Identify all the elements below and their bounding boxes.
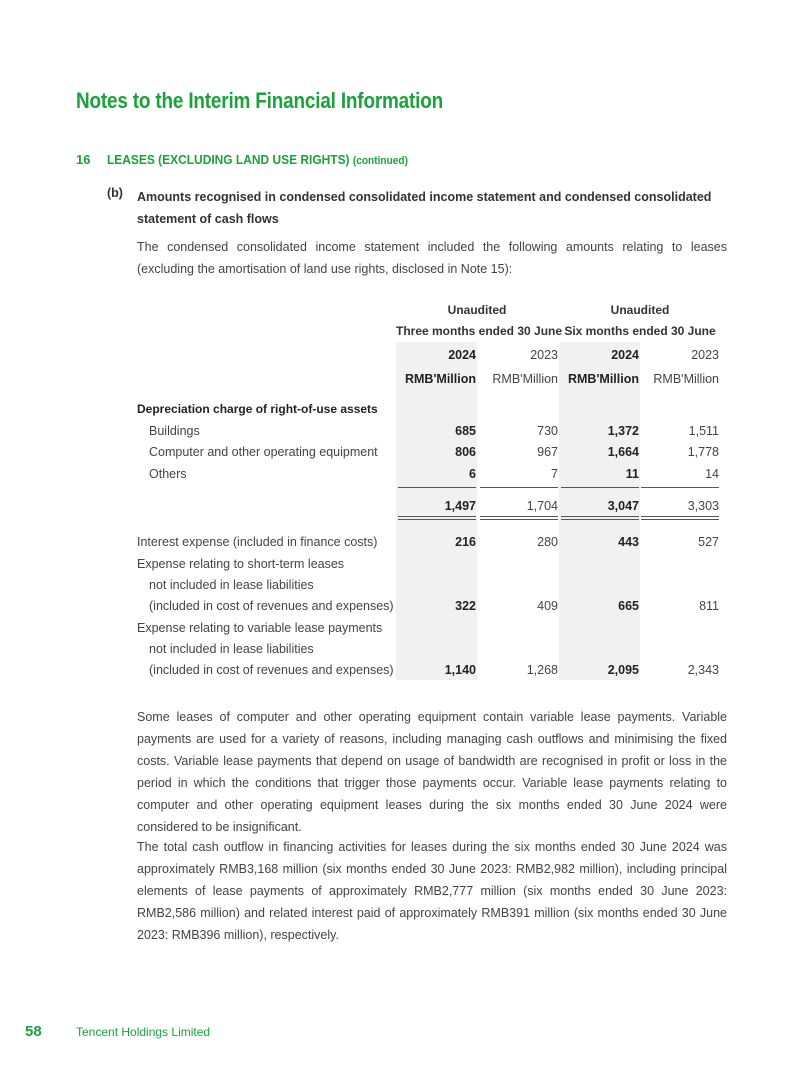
unit-6m-2023: RMB'Million — [653, 372, 719, 386]
unit-3m-2023: RMB'Million — [492, 372, 558, 386]
row-label-buildings: Buildings — [149, 424, 200, 438]
total-3m-2024: 1,497 — [444, 499, 476, 513]
rule-6m-2023 — [641, 487, 719, 488]
unit-6m-2024: RMB'Million — [567, 372, 639, 386]
section-continued: (continued) — [352, 155, 408, 167]
company-name: Tencent Holdings Limited — [76, 1025, 211, 1039]
subsection-title: Amounts recognised in condensed consolidated income statement and condensed consolidated statement of cash flows — [137, 190, 712, 226]
total-6m-2024: 3,047 — [607, 499, 639, 513]
row-label-variable-3: (included in cost of revenues and expenses) — [149, 663, 394, 677]
cell-buildings-3m-2023: 730 — [537, 424, 558, 438]
year-6m-2024: 2024 — [611, 348, 639, 362]
double-rule-3m-2024 — [398, 516, 476, 520]
cell-short-term-6m-2023: 811 — [699, 599, 719, 613]
year-6m-2023: 2023 — [691, 348, 719, 362]
variable-payments-paragraph: Some leases of computer and other operating equipment contain variable lease payments. Variable payments are used for a variety of reasons, including managing cash outflows and minimising the fixed costs. Variable lease payments that depend on usage of bandwidth are recognised in profit or loss in the period in which the conditions that trigger those payments occur. Variable lease payments relating to computer and other operating equipment leases during the six months ended 30 June 2024 were considered to be insignificant. — [137, 710, 727, 834]
cell-variable-3m-2023: 1,268 — [526, 663, 558, 677]
cell-short-term-6m-2024: 665 — [618, 599, 639, 613]
cell-others-6m-2024: 11 — [625, 467, 639, 481]
row-label-short-term-2: not included in lease liabilities — [149, 578, 314, 592]
row-label-variable-1: Expense relating to variable lease payments — [137, 621, 383, 635]
header-three-months-status: Unaudited — [447, 303, 507, 317]
rule-3m-2023 — [480, 487, 558, 488]
row-label-short-term-1: Expense relating to short-term leases — [137, 557, 345, 571]
year-3m-2024: 2024 — [448, 348, 476, 362]
section-title — [107, 152, 408, 167]
row-label-short-term-3: (included in cost of revenues and expenses) — [149, 599, 394, 613]
cell-interest-3m-2023: 280 — [537, 535, 558, 549]
header-six-months-period: Six months ended 30 June — [564, 324, 716, 338]
cash-outflow-paragraph: The total cash outflow in financing activities for leases during the six months ended 30 June 2024 was approximately RMB3,168 million (six months ended 30 June 2023: RMB2,982 million), including principal elements of lease payments of approximately RMB2,777 million (six months ended 30 June 2023: RMB2,586 million) and related interest paid of approximately RMB391 million (six months ended 30 June 2023: RMB396 million), respectively. — [137, 840, 727, 942]
intro-paragraph: The condensed consolidated income statement included the following amounts relating to leases (excluding the amortisation of land use rights, disclosed in Note 15): — [137, 240, 727, 276]
cell-interest-6m-2023: 527 — [698, 535, 719, 549]
page-title: Notes to the Interim Financial Information — [76, 88, 444, 113]
cell-computer-6m-2023: 1,778 — [687, 445, 719, 459]
cell-computer-3m-2023: 967 — [537, 445, 558, 459]
section-title-text: LEASES (EXCLUDING LAND USE RIGHTS) — [107, 152, 350, 167]
cell-interest-3m-2024: 216 — [455, 535, 476, 549]
cell-others-3m-2024: 6 — [469, 467, 476, 481]
cell-interest-6m-2024: 443 — [618, 535, 639, 549]
double-rule-6m-2024 — [561, 516, 639, 520]
year-3m-2023: 2023 — [530, 348, 558, 362]
cell-variable-3m-2024: 1,140 — [444, 663, 476, 677]
double-rule-6m-2023 — [641, 516, 719, 520]
section-number: 16 — [76, 152, 91, 167]
unit-3m-2024: RMB'Million — [404, 372, 476, 386]
double-rule-3m-2023 — [480, 516, 558, 520]
cell-short-term-3m-2023: 409 — [537, 599, 558, 613]
row-label-variable-2: not included in lease liabilities — [149, 642, 314, 656]
row-label-interest: Interest expense (included in finance costs) — [137, 535, 378, 549]
cell-short-term-3m-2024: 322 — [455, 599, 476, 613]
header-three-months-period: Three months ended 30 June — [396, 324, 563, 338]
row-label-computer: Computer and other operating equipment — [149, 445, 378, 459]
total-6m-2023: 3,303 — [687, 499, 719, 513]
rule-3m-2024 — [398, 487, 476, 488]
cell-computer-3m-2024: 806 — [455, 445, 476, 459]
cell-buildings-3m-2024: 685 — [455, 424, 476, 438]
cell-variable-6m-2024: 2,095 — [607, 663, 639, 677]
total-3m-2023: 1,704 — [526, 499, 558, 513]
cell-buildings-6m-2024: 1,372 — [607, 424, 639, 438]
header-six-months-status: Unaudited — [610, 303, 670, 317]
cell-others-6m-2023: 14 — [705, 467, 719, 481]
cell-variable-6m-2023: 2,343 — [687, 663, 719, 677]
row-label-others: Others — [149, 467, 187, 481]
cell-computer-6m-2024: 1,664 — [607, 445, 639, 459]
subsection-label: (b) — [107, 186, 123, 200]
rule-6m-2024 — [561, 487, 639, 488]
depreciation-heading: Depreciation charge of right-of-use assets — [137, 402, 378, 416]
cell-others-3m-2023: 7 — [551, 467, 558, 481]
page-number: 58 — [25, 1023, 42, 1040]
cell-buildings-6m-2023: 1,511 — [688, 424, 719, 438]
